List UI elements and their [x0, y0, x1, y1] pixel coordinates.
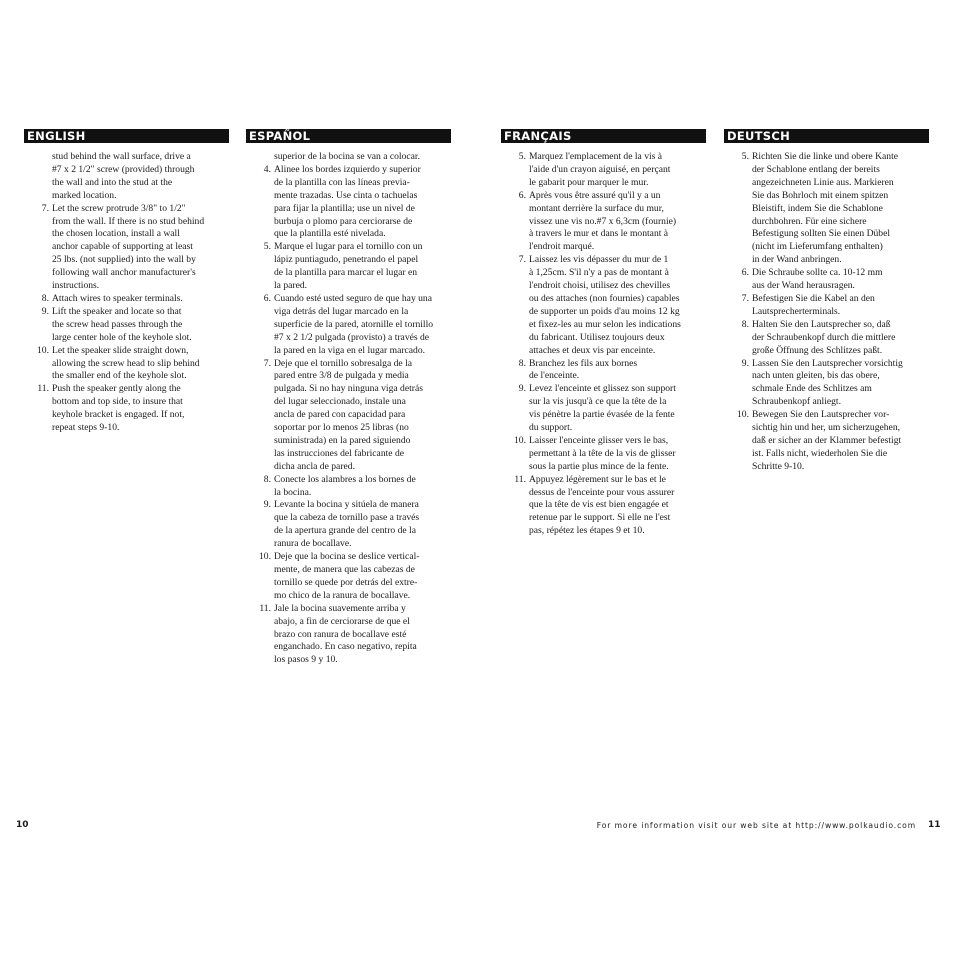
column-espanol [246, 129, 451, 667]
instruction-item [741, 292, 929, 319]
step-number: 11. [37, 383, 49, 395]
step-text: Push the speaker gently along the bottom and top side, to insure that keyhole bracket is engaged. If not, repeat steps 9-10. [52, 383, 185, 434]
column-francais [501, 129, 706, 538]
step-number: 9. [741, 357, 749, 369]
instruction-item [741, 318, 929, 358]
instruction-item [263, 292, 451, 358]
step-text: Branchez les fils aux bornes de l'enceinte. [529, 357, 638, 382]
step-text: Laissez les vis dépasser du mur de 1 à 1,25cm. S'il n'y a pas de montant à l'endroit choisi, utilisez des chevilles ou des attaches (non fournies) capables de supporter un poids d'au moins 12 kg et fixez-les au mur selon les indications du fabricant. Utilisez toujours deux attaches et deux vis par enceinte. [529, 254, 681, 356]
instruction-item [514, 473, 706, 539]
step-text: Après vous être assuré qu'il y a un montant derrière la surface du mur, vissez une vis no.#7 x 6,3cm (fournie) à travers le mur et dans le montant à l'endroit marqué. [529, 189, 677, 253]
section-heading-espanol: ESPAÑOL [246, 129, 451, 143]
instruction-item [518, 254, 706, 357]
step-text: Let the screw protrude 3/8" to 1/2" from the wall. If there is no stud behind the chosen location, install a wall anchor capable of supporting at least 25 lbs. (not supplied) into the wall by following wall anchor manufacturer's instructions. [52, 202, 205, 292]
step-text: Levante la bocina y sitúela de manera que la cabeza de tornillo pase a través de la apertura grande del centro de la ranura de bocallave. [274, 499, 420, 550]
step-text: Jale la bocina suavemente arriba y abajo, a fin de cerciorarse de que el brazo con ranura de bocallave esté enganchado. En caso negativo, repita los pasos 9 y 10. [274, 602, 417, 666]
instruction-item [263, 241, 451, 293]
column-deutsch [724, 129, 929, 474]
step-text: Richten Sie die linke und obere Kante der Schablone entlang der bereits angezeichneten Linie aus. Markieren Sie das Bohrloch mit einem spitzen Bleistift, indem Sie die Schablone durchbohren. Für eine sichere Befestigung sollten Sie einen Dübel (nicht im Lieferumfang enthalten) in der Wand anbringen. [752, 151, 898, 266]
instruction-item [741, 357, 929, 410]
step-number: 6. [518, 189, 526, 201]
step-number: 5. [518, 151, 526, 162]
step-text: Levez l'enceinte et glissez son support sur la vis jusqu'à ce que la tête de la vis pénètre la partie évasée de la fente du support. [529, 383, 676, 434]
step-text: Lassen Sie den Lautsprecher vorsichtig nach unten gleiten, bis das obere, schmale Ende des Schlitzes am Schraubenkopf anliegt. [752, 357, 903, 408]
step-number: 9. [263, 499, 271, 511]
step-number: 5. [741, 151, 749, 162]
step-text: Appuyez légèrement sur le bas et le dessus de l'enceinte pour vous assurer que la tête de vis est bien engagée et retenue par le support. Si elle ne l'est pas, répétez les étapes 9 et 10. [529, 473, 675, 537]
instruction-item [263, 473, 451, 500]
step-text: Attach wires to speaker terminals. [52, 292, 183, 304]
step-text: Lift the speaker and locate so that the screw head passes through the large center hole of the keyhole slot. [52, 305, 192, 343]
step-text: Cuando esté usted seguro de que hay una viga detrás del lugar marcado en la superficie de la pared, atornille el tornillo #7 x 2 1/2 pulgada (provisto) a través de la pared en la viga en el lugar marcado. [274, 292, 434, 356]
instruction-item [518, 383, 706, 435]
page-number-left: 10 [16, 820, 29, 830]
section-heading-english: ENGLISH [24, 129, 229, 143]
page-number-right: 11 [928, 820, 941, 830]
instruction-item [514, 434, 706, 474]
instruction-item [741, 151, 929, 267]
step-number: 4. [263, 163, 271, 175]
instruction-item [518, 151, 706, 190]
step-text: Alinee los bordes izquierdo y superior de la plantilla con las líneas previa- mente trazadas. Use cinta o tachuelas para fijar la plantilla; use un nivel de burbuja o plomo para cerciorarse de que la plantilla esté nivelada. [274, 163, 421, 240]
instruction-list-english [24, 151, 229, 435]
instruction-item [259, 602, 451, 668]
step-number: 7. [518, 254, 526, 266]
step-number: 5. [263, 241, 271, 253]
step-number: 7. [741, 292, 749, 304]
instruction-item [41, 292, 229, 306]
instruction-item [37, 383, 229, 435]
instruction-item [37, 344, 229, 384]
step-text: stud behind the wall surface, drive a #7 x 2 1/2" screw (provided) through the wall and into the stud at the marked location. [52, 151, 195, 201]
step-number: 10. [259, 551, 271, 563]
instruction-item [263, 163, 451, 241]
step-number: 10. [514, 434, 526, 446]
instruction-item [263, 499, 451, 551]
section-heading-deutsch: DEUTSCH [724, 129, 929, 143]
instruction-item [263, 357, 451, 474]
step-number: 7. [41, 202, 49, 214]
instruction-item [518, 357, 706, 384]
instruction-item [518, 189, 706, 255]
step-text: Die Schraube sollte ca. 10-12 mm aus der Wand herausragen. [752, 267, 883, 292]
step-text: Befestigen Sie die Kabel an den Lautsprecherterminals. [752, 292, 875, 317]
step-number: 9. [518, 383, 526, 395]
step-number: 7. [263, 357, 271, 369]
instruction-list-francais [501, 151, 706, 538]
step-number: 11. [514, 473, 526, 485]
step-number: 8. [741, 318, 749, 330]
step-number: 10. [737, 409, 749, 421]
step-text: Halten Sie den Lautsprecher so, daß der Schraubenkopf durch die mittlere große Öffnung des Schlitzes paßt. [752, 318, 896, 356]
step-text: Deje que la bocina se deslice vertical- mente, de manera que las cabezas de tornillo se quede por detrás del extre- mo chico de la ranura de bocallave. [274, 551, 420, 601]
instruction-item [274, 151, 451, 164]
website-info-text: For more information visit our web site at http://www.polkaudio.com [596, 821, 916, 830]
step-text: Marque el lugar para el tornillo con un lápiz puntiagudo, penetrando el papel de la plantilla para marcar el lugar en la pared. [274, 241, 423, 292]
step-number: 8. [263, 473, 271, 485]
step-number: 11. [259, 602, 271, 614]
instruction-item [41, 305, 229, 345]
step-text: Let the speaker slide straight down, allowing the screw head to slip behind the smaller end of the keyhole slot. [52, 344, 200, 382]
step-text: Deje que el tornillo sobresalga de la pared entre 3/8 de pulgada y media pulgada. Si no hay ninguna viga detrás del lugar seleccionado, instale una ancla de pared con capacidad para soportar por lo menos 25 libras (no suministrada) en la pared siguiendo las instrucciones del fabricante de dicha ancla de pared. [274, 357, 423, 472]
step-text: Conecte los alambres a los bornes de la bocina. [274, 473, 416, 498]
instruction-item [41, 202, 229, 293]
column-english [24, 129, 229, 435]
step-number: 8. [41, 292, 49, 304]
instruction-list-deutsch [724, 151, 929, 474]
step-number: 9. [41, 305, 49, 317]
step-number: 10. [37, 344, 49, 356]
step-number: 6. [263, 292, 271, 304]
step-number: 8. [518, 357, 526, 369]
step-number: 6. [741, 267, 749, 279]
instruction-list-espanol [246, 151, 451, 667]
instruction-item [259, 551, 451, 603]
instruction-item [737, 409, 929, 474]
step-text: superior de la bocina se van a colocar. [274, 151, 420, 162]
step-text: Laisser l'enceinte glisser vers le bas, permettant à la tête de la vis de glisser sous la partie plus mince de la fente. [529, 434, 676, 472]
step-text: Bewegen Sie den Lautsprecher vor- sichtig hin und her, um sicherzugehen, daß er sicher an der Klammer befestigt ist. Falls nicht, wiederholen Sie die Schritte 9-10. [752, 409, 902, 472]
step-text: Marquez l'emplacement de la vis à l'aide d'un crayon aiguisé, en perçant le gabarit pour marquer le mur. [529, 151, 671, 188]
instruction-item [52, 151, 229, 203]
section-heading-francais: FRANÇAIS [501, 129, 706, 143]
instruction-item [741, 267, 929, 293]
